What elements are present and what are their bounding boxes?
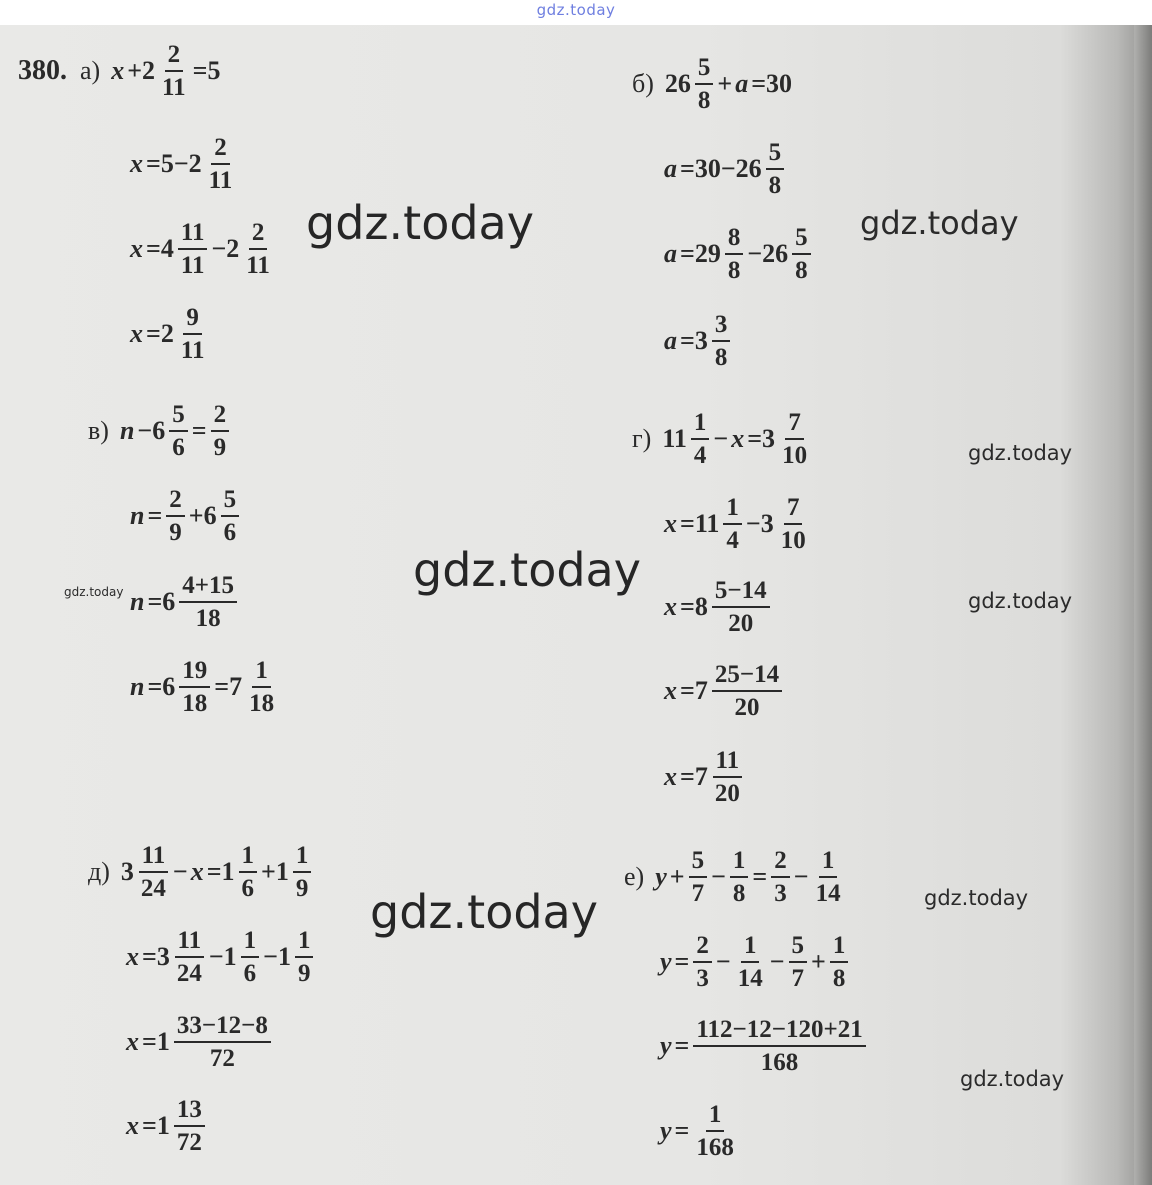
term: =1 [142, 1111, 170, 1140]
term: − [713, 424, 729, 453]
equation-g-line-3 [664, 578, 771, 636]
denominator: 20 [714, 780, 740, 807]
variable: n [130, 587, 145, 616]
fraction [178, 220, 208, 278]
variable: x [126, 942, 139, 971]
variable: x [130, 149, 143, 178]
denominator: 9 [213, 434, 227, 461]
fraction [166, 487, 185, 545]
fraction [766, 140, 785, 198]
term: + [717, 69, 733, 98]
fraction [179, 658, 210, 716]
equation-e-line-2 [660, 933, 849, 991]
equation-a-line-3 [130, 220, 274, 278]
denominator: 14 [815, 880, 841, 907]
term: =3 [747, 424, 776, 453]
numerator: 13 [174, 1097, 205, 1127]
fraction [771, 848, 790, 906]
page-edge-shadow [1134, 25, 1152, 1185]
numerator: 11 [178, 220, 208, 250]
numerator: 7 [785, 410, 804, 440]
numerator: 11 [139, 843, 169, 873]
numerator: 2 [166, 487, 185, 517]
equation-v-line-3 [130, 573, 238, 631]
numerator: 25−14 [712, 662, 782, 692]
term: = [674, 1031, 690, 1060]
denominator: 24 [176, 960, 202, 987]
fraction [206, 135, 236, 193]
term: = [674, 947, 690, 976]
equation-g-line-5 [664, 748, 744, 806]
term: =11 [680, 509, 720, 538]
variable: y [655, 862, 667, 891]
variable: x [664, 592, 677, 621]
denominator: 6 [243, 960, 257, 987]
watermark-6: gdz.today [968, 589, 1073, 613]
denominator: 7 [791, 965, 805, 992]
equation-d-line-1 [88, 843, 312, 901]
variable: a [664, 326, 677, 355]
numerator: 1 [723, 495, 742, 525]
term: =5 [192, 56, 221, 85]
watermark-5: gdz.today [64, 585, 124, 599]
equation-a-line-4 [130, 305, 208, 363]
fraction [792, 225, 811, 283]
term: =7 [680, 676, 708, 705]
fraction [830, 933, 849, 991]
numerator: 8 [725, 225, 744, 255]
numerator: 5 [792, 225, 811, 255]
equation-v-line-4 [130, 658, 278, 716]
fraction [243, 220, 273, 278]
term: − [711, 862, 726, 891]
denominator: 6 [241, 875, 255, 902]
fraction [691, 410, 710, 468]
numerator: 1 [830, 933, 849, 963]
numerator: 1 [252, 658, 271, 688]
fraction [712, 312, 731, 370]
fraction [712, 748, 743, 806]
denominator: 3 [774, 880, 787, 907]
denominator: 18 [182, 690, 208, 717]
equation-g-line-4 [664, 662, 783, 720]
denominator: 6 [223, 519, 237, 546]
fraction [138, 843, 169, 901]
term: − [793, 862, 809, 891]
term: 26 [664, 69, 691, 98]
denominator: 8 [732, 880, 746, 907]
fraction [723, 495, 742, 553]
fraction [695, 55, 714, 113]
fraction [813, 848, 844, 906]
term: +6 [188, 501, 217, 530]
denominator: 7 [691, 880, 705, 907]
numerator: 9 [183, 305, 202, 335]
term: −1 [263, 942, 291, 971]
numerator: 1 [691, 410, 710, 440]
numerator: 5 [695, 55, 714, 85]
fraction [693, 1102, 737, 1160]
numerator: 5−14 [712, 578, 770, 608]
equation-a-line-2 [130, 135, 236, 193]
term: = [674, 1116, 690, 1145]
numerator: 5 [221, 487, 240, 517]
equation-b-line-3 [664, 225, 812, 283]
watermark-4: gdz.today [413, 543, 641, 597]
numerator: 1 [741, 933, 760, 963]
denominator: 9 [295, 875, 309, 902]
fraction [246, 658, 277, 716]
denominator: 4 [726, 527, 739, 554]
numerator: 1 [241, 928, 260, 958]
denominator: 8 [768, 172, 782, 199]
term: =2 [146, 319, 174, 348]
equation-e-line-1 [624, 848, 845, 906]
numerator: 1 [293, 843, 312, 873]
equation-b-line-2 [664, 140, 785, 198]
term: − [769, 947, 785, 976]
part-label-b: б) [632, 69, 654, 98]
term: 3 [120, 857, 134, 886]
numerator: 1 [295, 928, 314, 958]
part-label-v: в) [88, 416, 109, 445]
variable: y [660, 1116, 672, 1145]
denominator: 8 [727, 257, 741, 284]
fraction [293, 843, 312, 901]
fraction [779, 410, 810, 468]
term: −1 [208, 942, 237, 971]
watermark-1: gdz.today [306, 196, 534, 250]
denominator: 11 [246, 252, 270, 279]
term: =3 [680, 326, 708, 355]
numerator: 1 [730, 848, 749, 878]
numerator: 5 [169, 402, 188, 432]
denominator: 10 [780, 527, 806, 554]
variable: x [111, 56, 125, 85]
numerator: 33−12−8 [174, 1013, 271, 1043]
denominator: 14 [737, 965, 763, 992]
equation-d-line-4 [126, 1097, 206, 1155]
variable: x [130, 319, 143, 348]
equation-g-line-1 [632, 410, 811, 468]
denominator: 9 [297, 960, 311, 987]
equation-e-line-4 [660, 1102, 738, 1160]
watermark-top: gdz.today [536, 1, 616, 19]
numerator: 2 [693, 933, 712, 963]
numerator: 1 [706, 1102, 725, 1132]
denominator: 6 [172, 434, 185, 461]
numerator: 1 [819, 848, 838, 878]
watermark-7: gdz.today [370, 885, 598, 939]
term: + [811, 947, 826, 976]
fraction [179, 573, 237, 631]
equation-b-line-4 [664, 312, 731, 370]
fraction [735, 933, 766, 991]
fraction [174, 1097, 205, 1155]
numerator: 7 [784, 495, 803, 525]
denominator: 11 [162, 74, 186, 101]
variable: x [731, 424, 745, 453]
numerator: 112−12−120+21 [693, 1017, 865, 1047]
numerator: 2 [211, 135, 230, 165]
problem-number: 380. [18, 55, 67, 86]
denominator: 18 [249, 690, 275, 717]
denominator: 8 [795, 257, 808, 284]
denominator: 8 [832, 965, 846, 992]
fraction [221, 487, 240, 545]
term: = [147, 501, 163, 530]
equation-e-line-3 [660, 1017, 867, 1075]
term: =3 [142, 942, 170, 971]
numerator: 11 [175, 928, 205, 958]
term: =7 [680, 762, 708, 791]
variable: x [664, 762, 677, 791]
watermark-2: gdz.today [860, 204, 1019, 242]
fraction [730, 848, 749, 906]
term: − [715, 947, 731, 976]
variable: a [735, 69, 749, 98]
fraction [174, 928, 205, 986]
variable: x [130, 234, 143, 263]
equation-a-line-1 [18, 42, 220, 100]
term: =1 [206, 857, 235, 886]
fraction [693, 1017, 865, 1075]
term: −26 [747, 239, 789, 268]
denominator: 10 [782, 442, 808, 469]
fraction [239, 843, 258, 901]
fraction [778, 495, 809, 553]
numerator: 5 [689, 848, 708, 878]
term: = [191, 416, 207, 445]
variable: n [119, 416, 135, 445]
watermark-9: gdz.today [960, 1067, 1065, 1091]
variable: n [130, 501, 145, 530]
denominator: 168 [696, 1134, 734, 1161]
part-label-a: а) [80, 56, 101, 85]
variable: x [664, 676, 677, 705]
fraction [693, 933, 712, 991]
term: +2 [127, 56, 156, 85]
variable: n [130, 672, 145, 701]
numerator: 2 [211, 402, 230, 432]
fraction [689, 848, 708, 906]
term: − [172, 857, 188, 886]
watermark-8: gdz.today [924, 886, 1029, 910]
denominator: 9 [169, 519, 182, 546]
denominator: 20 [734, 694, 760, 721]
fraction [211, 402, 230, 460]
term: =6 [147, 587, 176, 616]
denominator: 20 [728, 610, 754, 637]
equation-d-line-2 [126, 928, 314, 986]
term: =6 [147, 672, 176, 701]
fraction [241, 928, 260, 986]
numerator: 1 [239, 843, 258, 873]
variable: x [126, 1027, 139, 1056]
denominator: 24 [140, 875, 166, 902]
term: +1 [261, 857, 289, 886]
variable: a [664, 154, 677, 183]
equation-v-line-1 [88, 402, 230, 460]
term: 11 [662, 424, 687, 453]
term: =8 [680, 592, 708, 621]
equation-d-line-3 [126, 1013, 272, 1071]
term: =1 [142, 1027, 170, 1056]
denominator: 4 [693, 442, 707, 469]
numerator: 19 [179, 658, 210, 688]
fraction [712, 662, 782, 720]
term: −3 [745, 509, 774, 538]
numerator: 5 [766, 140, 785, 170]
term: =5−2 [146, 149, 202, 178]
equation-v-line-2 [130, 487, 240, 545]
term: =7 [214, 672, 243, 701]
term: =4 [146, 234, 174, 263]
denominator: 72 [209, 1045, 235, 1072]
fraction [174, 1013, 271, 1071]
numerator: 5 [789, 933, 808, 963]
term: −2 [211, 234, 240, 263]
variable: x [126, 1111, 139, 1140]
numerator: 2 [249, 220, 268, 250]
term: −6 [137, 416, 166, 445]
denominator: 8 [697, 87, 711, 114]
denominator: 8 [714, 344, 728, 371]
fraction [712, 578, 770, 636]
equation-b-line-1 [632, 55, 792, 113]
term: + [669, 862, 685, 891]
fraction [169, 402, 188, 460]
part-label-e: е) [624, 862, 645, 891]
denominator: 11 [180, 337, 205, 364]
variable: y [660, 1031, 672, 1060]
fraction [178, 305, 208, 363]
term: = [752, 862, 768, 891]
variable: x [664, 509, 677, 538]
part-label-d: д) [88, 857, 110, 886]
denominator: 72 [176, 1129, 202, 1156]
variable: a [664, 239, 677, 268]
equation-g-line-2 [664, 495, 810, 553]
variable: y [660, 947, 672, 976]
numerator: 4+15 [179, 573, 237, 603]
fraction [159, 42, 189, 100]
fraction [295, 928, 314, 986]
denominator: 168 [760, 1049, 799, 1076]
numerator: 3 [712, 312, 731, 342]
numerator: 2 [165, 42, 184, 72]
numerator: 2 [771, 848, 790, 878]
denominator: 3 [696, 965, 709, 992]
part-label-g: г) [632, 424, 652, 453]
numerator: 11 [713, 748, 743, 778]
term: =30−26 [680, 154, 762, 183]
denominator: 11 [208, 167, 233, 194]
denominator: 11 [180, 252, 205, 279]
fraction [725, 225, 744, 283]
fraction [789, 933, 808, 991]
term: =29 [680, 239, 721, 268]
variable: x [190, 857, 204, 886]
watermark-3: gdz.today [968, 441, 1073, 465]
term: =30 [751, 69, 793, 98]
denominator: 18 [195, 605, 221, 632]
